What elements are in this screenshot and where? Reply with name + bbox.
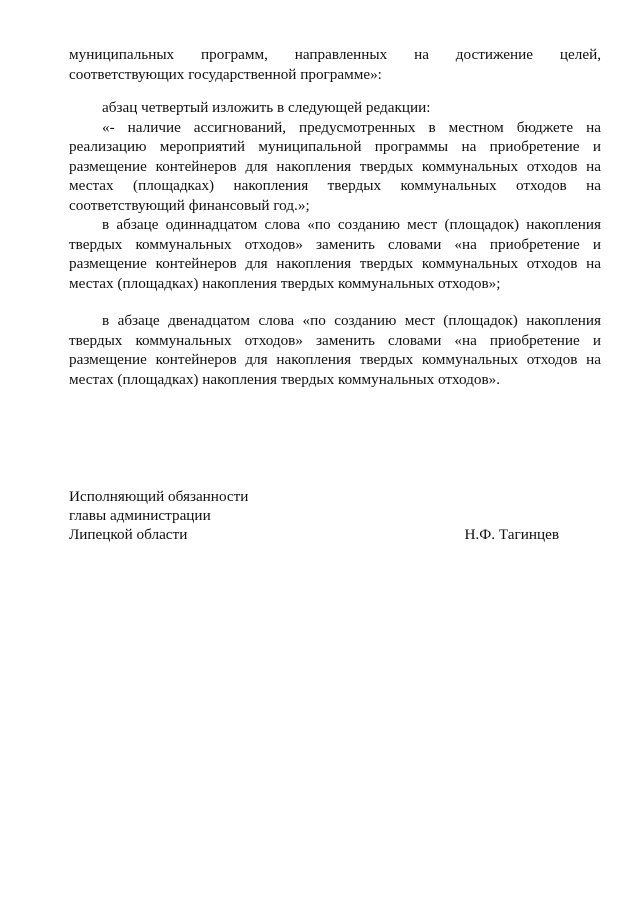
- text-line: размещение контейнеров для накопления твердых коммунальных отходов на: [69, 351, 601, 368]
- signature-block: [69, 487, 559, 544]
- text-line: «- наличие ассигнований, предусмотренных в местном бюджете на: [102, 118, 601, 136]
- paragraph-abzac-chetvertyi: [69, 98, 601, 215]
- text-line: местах (площадках) накопления твердых коммунальных отходов на: [69, 177, 601, 194]
- text-line: в абзаце двенадцатом слова «по созданию мест (площадок) накопления: [102, 312, 601, 329]
- text-line: реализацию мероприятий муниципальной программы на приобретение и: [69, 138, 601, 155]
- text-line: абзац четвертый изложить в следующей редакции:: [102, 99, 431, 116]
- signatory-name: Н.Ф. Тагинцев: [464, 526, 559, 543]
- text-line: твердых коммунальных отходов» заменить словами «на приобретение и: [69, 235, 601, 253]
- text-line: соответствующий финансовый год.»;: [69, 196, 310, 214]
- text-line: соответствующих государственной программе»:: [69, 65, 382, 83]
- text-line: местах (площадках) накопления твердых коммунальных отходов».: [69, 370, 501, 388]
- signatory-position-line: Липецкой области: [69, 526, 188, 543]
- signatory-position-line: главы администрации: [69, 507, 211, 524]
- text-line: муниципальных программ, направленных на достижение целей,: [69, 46, 601, 63]
- paragraph-continuation: [69, 45, 601, 84]
- paragraph-abzac-dvenadcatyi: [69, 311, 601, 389]
- text-line: размещение контейнеров для накопления твердых коммунальных отходов на: [69, 255, 601, 272]
- text-line: размещение контейнеров для накопления твердых коммунальных отходов на: [69, 157, 601, 175]
- paragraph-abzac-odinnadcatyi: [69, 215, 601, 293]
- signatory-row: [69, 525, 559, 544]
- text-line: местах (площадках) накопления твердых коммунальных отходов»;: [69, 274, 501, 292]
- text-line: в абзаце одиннадцатом слова «по созданию мест (площадок) накопления: [102, 216, 601, 233]
- signatory-position-line: Исполняющий обязанности: [69, 488, 249, 505]
- text-line: твердых коммунальных отходов» заменить словами «на приобретение и: [69, 331, 601, 349]
